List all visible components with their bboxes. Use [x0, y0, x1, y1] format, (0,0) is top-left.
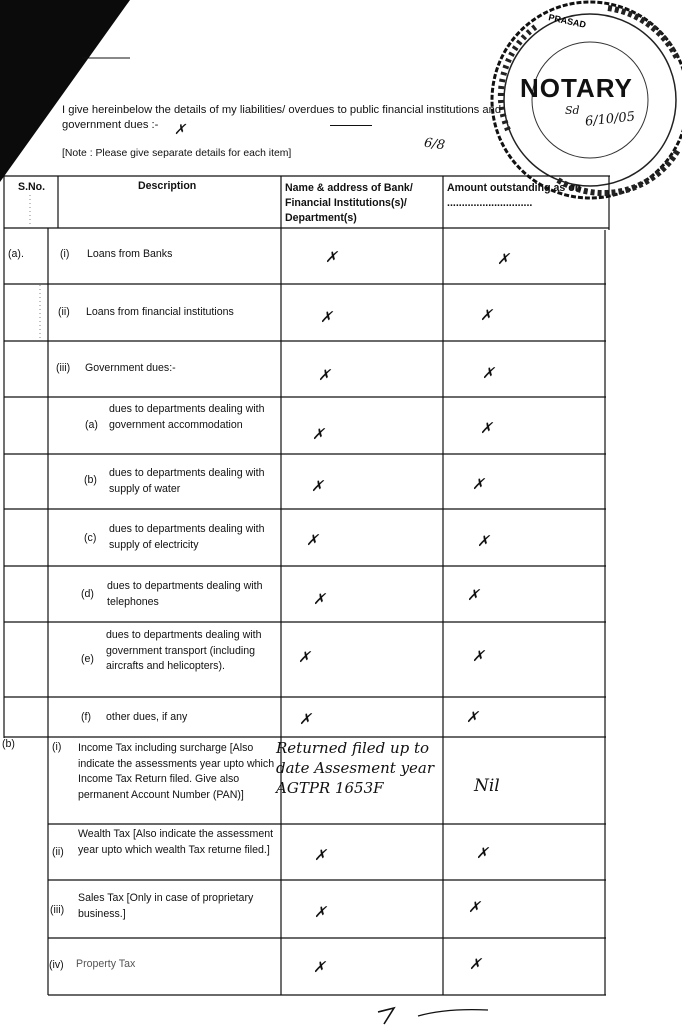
row-description: other dues, if any — [106, 711, 188, 723]
row-description: dues to departments dealing with government transport (including aircrafts and helicopters). — [106, 629, 262, 672]
header-description: Description — [138, 180, 197, 192]
bank-cross-mark: ✗ — [314, 903, 327, 921]
amount-cross-mark: ✗ — [482, 364, 495, 382]
bank-cross-mark: ✗ — [313, 590, 326, 608]
bank-cross-mark: ✗ — [298, 648, 311, 666]
amount-cross-mark: ✗ — [480, 306, 493, 324]
bank-cross-mark: ✗ — [306, 531, 319, 549]
amount-cross-mark: ✗ — [469, 955, 482, 973]
row-number: (d) — [81, 588, 94, 600]
amount-cross-mark: ✗ — [467, 586, 480, 604]
amount-cross-mark: ✗ — [472, 647, 485, 665]
header-amount: Amount outstanding as on ............................. — [447, 182, 582, 209]
notary-date: 6/10/05 — [584, 109, 636, 130]
amount-cross-mark: ✗ — [480, 419, 493, 437]
bank-cross-mark: ✗ — [311, 477, 324, 495]
amount-cross-mark: ✗ — [497, 250, 510, 268]
row-description: Property Tax — [76, 958, 136, 970]
row-number: (iii) — [50, 904, 65, 916]
row-number: (e) — [81, 653, 94, 665]
row-number: (i) — [52, 741, 62, 753]
row-description: Loans from Banks — [87, 248, 173, 260]
row-number: (ii) — [58, 306, 70, 318]
row-number: (b) — [84, 474, 97, 486]
amount-cross-mark: ✗ — [468, 898, 481, 916]
row-description: dues to departments dealing with supply of water — [109, 467, 265, 495]
bank-cross-mark: ✗ — [318, 366, 331, 384]
row-sno: (a). — [8, 248, 24, 260]
intro-handwritten-mark: ✗ — [174, 122, 186, 138]
row-description: Income Tax including surcharge [Also indicate the assessments year upto which Income Tax Return filed. Give also permanent Account Number (PAN)] — [78, 742, 275, 801]
amount-cross-mark: ✗ — [476, 844, 489, 862]
bank-cross-mark: ✗ — [312, 425, 325, 443]
amount-cross-mark: ✗ — [466, 708, 479, 726]
bank-cross-mark: ✗ — [320, 308, 333, 326]
bank-cross-mark: ✗ — [313, 958, 326, 976]
header-bank: Name & address of Bank/ Financial Institutions(s)/ Department(s) — [285, 182, 413, 224]
row-sno: (b) — [2, 738, 15, 750]
row-number: (c) — [84, 532, 97, 544]
bank-cross-mark: ✗ — [325, 248, 338, 266]
notary-signature-initial: Sd — [565, 104, 580, 117]
amount-cross-mark: ✗ — [472, 475, 485, 493]
signature-mark — [376, 1000, 496, 1026]
row-number: (ii) — [52, 846, 64, 858]
intro-line-1: I give hereinbelow the details of my liabilities/ overdues to public financial institutions and — [62, 104, 502, 116]
row-description: Loans from financial institutions — [86, 306, 234, 318]
row-number: (iv) — [49, 959, 64, 971]
note-text: [Note : Please give separate details for each item] — [62, 148, 292, 159]
row-number: (f) — [81, 711, 91, 723]
bank-cross-mark: ✗ — [299, 710, 312, 728]
row-number: (i) — [60, 248, 70, 260]
page-number-handwritten: 6/8 — [423, 135, 446, 154]
row-number: (a) — [85, 419, 98, 431]
row-number: (iii) — [56, 362, 71, 374]
row-description: dues to departments dealing with government accommodation — [109, 403, 265, 431]
row-description: dues to departments dealing with supply of electricity — [109, 523, 265, 551]
income-tax-amount: Nil — [474, 776, 500, 796]
notary-label: NOTARY — [520, 73, 633, 103]
amount-cross-mark: ✗ — [477, 532, 490, 550]
seal-ring-text: PRASAD — [547, 12, 587, 30]
intro-line-2: government dues :- — [62, 119, 159, 131]
row-description: Wealth Tax [Also indicate the assessment year upto which wealth Tax returne filed.] — [78, 828, 274, 856]
row-description: dues to departments dealing with telephones — [107, 580, 263, 608]
row-description: Sales Tax [Only in case of proprietary business.] — [78, 892, 254, 920]
bank-cross-mark: ✗ — [314, 846, 327, 864]
row-description: Government dues:- — [85, 362, 176, 374]
header-sno: S.No. — [18, 181, 46, 193]
income-tax-handwritten-entry: Returned filed up to date Assesment year AGTPR 1653F — [276, 739, 435, 797]
